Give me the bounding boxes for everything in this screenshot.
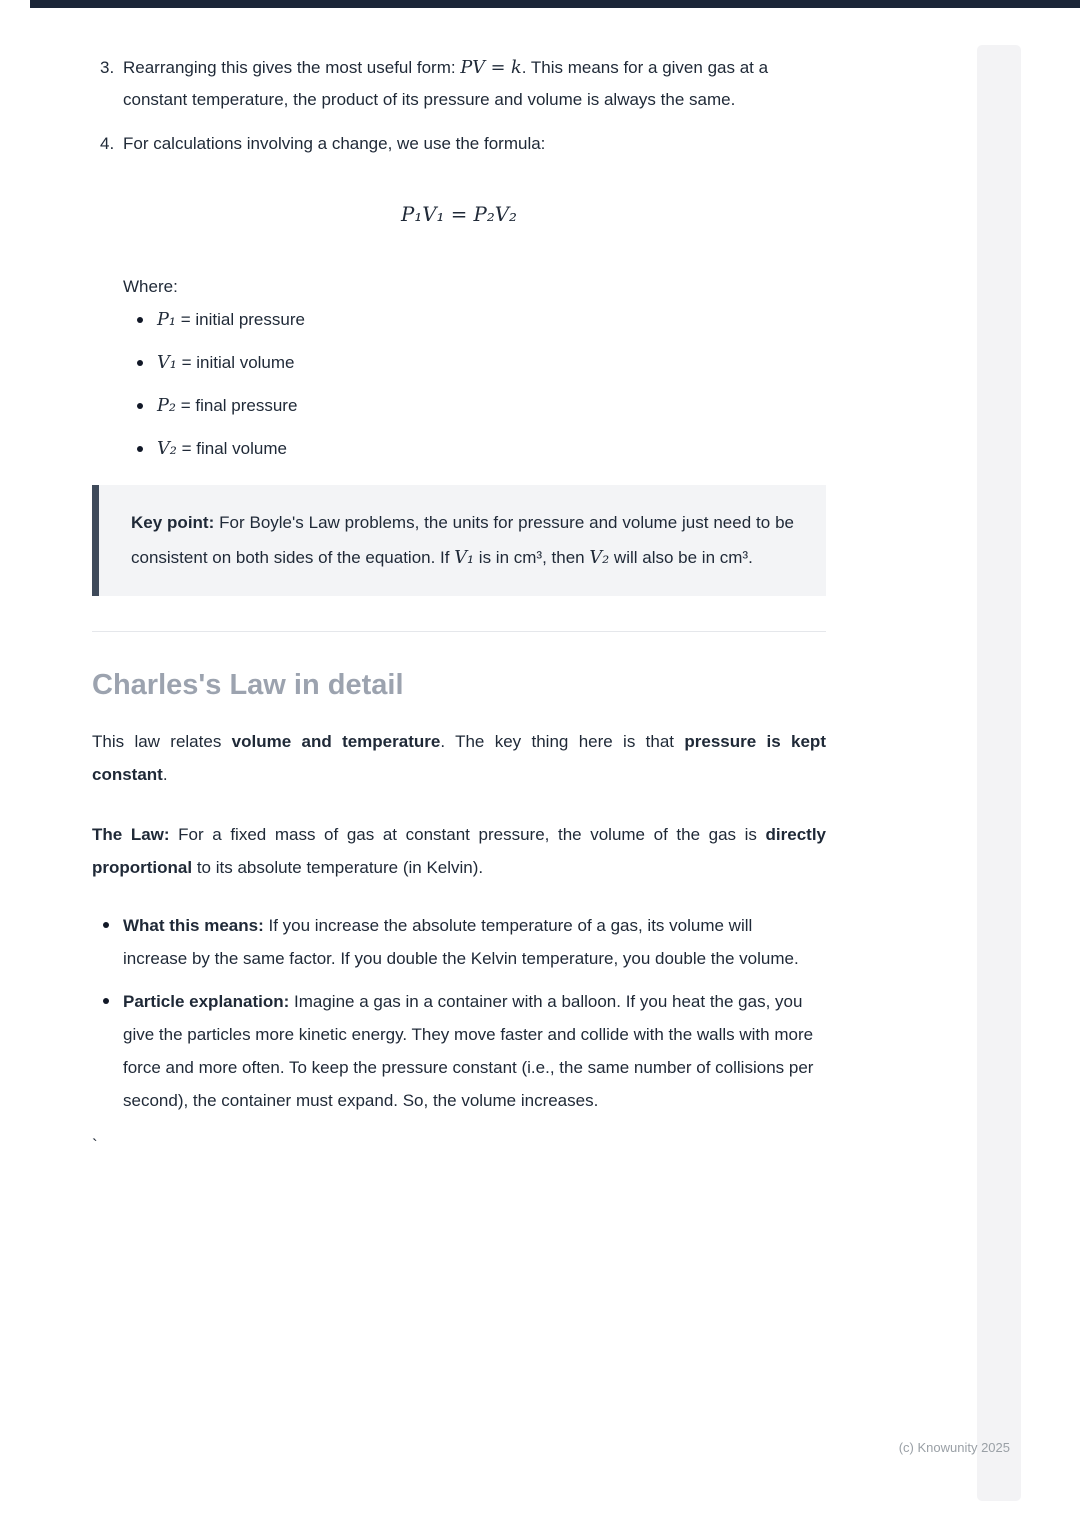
text-run: . This means for a given gas at a constant temperature, the product of its pressure and volume is always the same. <box>123 58 769 109</box>
charles-bullet-list <box>92 909 826 1117</box>
list-item-4-text <box>123 128 545 160</box>
variable-definition <box>157 390 297 422</box>
variable-definition <box>157 304 305 336</box>
document-content <box>92 0 826 1162</box>
math-inline-p2: P₂ <box>157 396 176 416</box>
text-run: is in cm³, then <box>474 548 590 567</box>
text-run: will also be in cm³. <box>609 548 753 567</box>
variable-item-v1 <box>123 347 826 379</box>
bold-run: directly proportional <box>92 825 827 877</box>
where-label: Where: <box>123 277 178 296</box>
bold-run: The Law: <box>92 825 170 844</box>
math-inline-pv-k: PV = k <box>460 58 522 78</box>
bullet-dot-icon <box>103 922 109 928</box>
text-run: For calculations involving a change, we use the formula: <box>123 134 546 153</box>
text-run: = initial pressure <box>175 310 305 329</box>
variable-definition <box>157 347 295 379</box>
bullet-dot-icon <box>137 403 143 409</box>
key-point-label: Key point: <box>131 513 215 532</box>
list-item-4-number: 4. <box>100 134 115 153</box>
bullet-item-particle-explanation <box>92 985 826 1117</box>
text-run: Imagine a gas in a container with a balloon. If you heat the gas, you give the particles more kinetic energy. They move faster and collide with the walls with more force and more often. To keep the pressure constant (i.e., the same number of collisions per second), the container must expand. So, the volume increases. <box>123 992 814 1110</box>
text-run: For a fixed mass of gas at constant pressure, the volume of the gas is <box>169 825 766 844</box>
bullet-item-what-this-means <box>92 909 826 975</box>
section-divider <box>92 631 826 632</box>
text-run: If you increase the absolute temperature of a gas, its volume will increase by the same factor. If you double the Kelvin temperature, you double the volume. <box>123 916 799 968</box>
bullet-text <box>123 985 815 1117</box>
text-run: = final pressure <box>175 396 298 415</box>
boyle-numbered-list <box>92 52 826 160</box>
math-inline-v1: V₁ <box>454 548 475 568</box>
variable-definition-list <box>123 304 826 465</box>
text-run: = final volume <box>176 439 287 458</box>
bold-run: What this means: <box>123 916 264 935</box>
math-inline-p1: P₁ <box>157 310 176 330</box>
variable-item-v2 <box>123 433 826 465</box>
key-point-text <box>131 505 794 576</box>
bold-run: volume and temperature <box>231 732 441 751</box>
where-block <box>92 271 826 465</box>
text-run: This law relates <box>92 732 232 751</box>
charles-intro-paragraph <box>92 725 826 791</box>
bullet-dot-icon <box>137 317 143 323</box>
text-run: Rearranging this gives the most useful form: <box>123 58 461 77</box>
math-inline-v2: V₂ <box>157 439 177 459</box>
bold-run: pressure is kept constant <box>92 732 826 784</box>
scrollbar-track[interactable] <box>977 45 1021 1501</box>
list-item-3-number: 3. <box>100 58 115 77</box>
math-inline-v1: V₁ <box>157 353 177 373</box>
variable-item-p1 <box>123 304 826 336</box>
math-inline-v2: V₂ <box>589 548 610 568</box>
bold-run: Particle explanation: <box>123 992 290 1011</box>
variable-definition <box>157 433 287 465</box>
bullet-dot-icon <box>103 998 109 1004</box>
variable-item-p2 <box>123 390 826 422</box>
text-run: . <box>162 765 168 784</box>
text-run: . The key thing here is that <box>440 732 685 751</box>
copyright-footer: (c) Knowunity 2025 <box>898 1440 1010 1455</box>
stray-backtick: ` <box>92 1136 98 1155</box>
list-item-3-text <box>123 52 783 116</box>
bullet-dot-icon <box>137 446 143 452</box>
key-point-callout <box>92 485 826 596</box>
text-run: For Boyle's Law problems, the units for pressure and volume just need to be consistent on both sides of the equation. If <box>131 513 794 567</box>
list-item-4 <box>92 128 826 160</box>
bullet-text <box>123 909 815 975</box>
charles-law-paragraph <box>92 818 826 884</box>
text-run: to its absolute temperature (in Kelvin). <box>192 858 484 877</box>
math-display-boyle-formula: P₁V₁ = P₂V₂ <box>401 203 517 226</box>
display-formula <box>92 198 826 233</box>
list-item-3 <box>92 52 826 116</box>
text-run: = initial volume <box>176 353 295 372</box>
charles-section-heading: Charles's Law in detail <box>92 669 404 701</box>
bullet-dot-icon <box>137 360 143 366</box>
